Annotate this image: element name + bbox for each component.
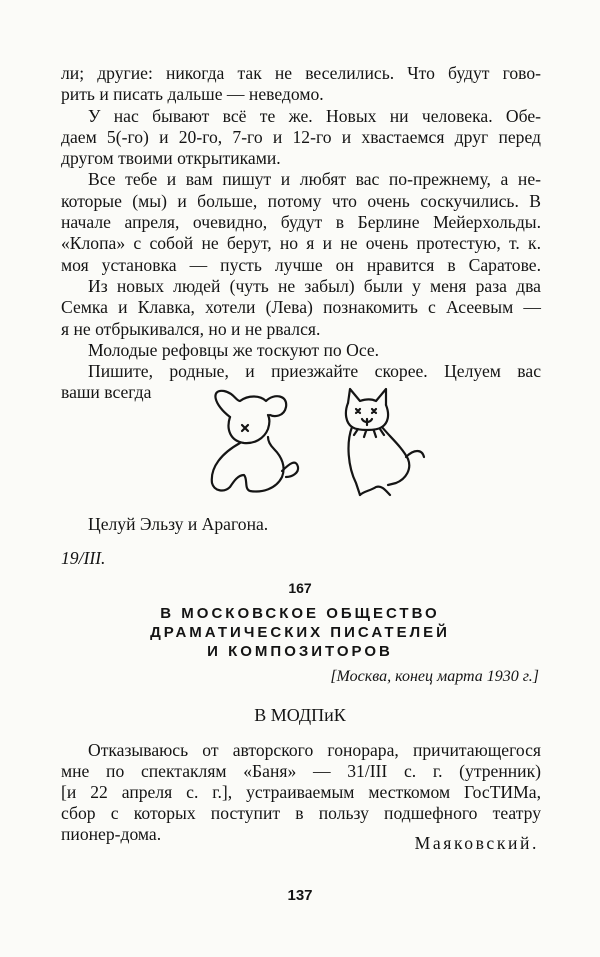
letter-line: Пишите, родные, и приезжайте скорее. Целуем вас [88,361,541,382]
document-number: 167 [288,580,312,596]
heading-line: И КОМПОЗИТОРОВ [207,643,393,660]
puppies-drawing [200,387,430,502]
letter-line: Семка и Клавка, хотели (Лева) познакомить с Асеевым — [61,297,541,318]
left-dog-sketch [212,391,298,492]
document-heading [0,604,600,661]
letter-text [61,63,541,404]
place-date: [Москва, конец марта 1930 г.] [330,668,539,685]
letter-line: ваши всегда [61,382,152,403]
heading-line: В МОСКОВСКОЕ ОБЩЕСТВО [160,605,440,622]
letter-line: другом твоими открытиками. [61,148,281,169]
document-line: Отказываюсь от авторского гонорара, причитающегося [88,740,541,760]
document-body [61,740,541,845]
letter-line: «Клопа» с собой не берут, но я и не очень протестую, т. к. [61,233,541,254]
document-line: сбор с которых поступит в пользу подшефного театру [61,803,541,823]
document-address: В МОДПиК [254,705,346,725]
document-line: мне по спектаклям «Баня» — 31/III с. г. (утренник) [61,761,541,781]
letter-line: Все тебе и вам пишут и любят вас по-прежнему, а не- [88,169,541,190]
letter-line: Молодые рефовцы же тоскуют по Осе. [88,339,380,360]
greeting-line: Целуй Эльзу и Арагона. [88,514,269,534]
letter-line: ли; другие: никогда так не веселились. Что будут гово- [61,63,541,83]
letter-line: моя установка — пусть лучше он нравится в Саратове. [61,254,541,275]
letter-line: которые (мы) и больше, потому что очень соскучились. В [61,190,541,211]
letter-line: даем 5(-го) и 20-го, 7-го и 12-го и хвастаемся друг перед [61,126,541,147]
letter-line: У нас бывают всё те же. Новых ни человека. Обе- [88,105,541,126]
document-line: пионер-дома. [61,824,162,844]
page-number: 137 [287,887,313,904]
letter-line: Из новых людей (чуть не забыл) были у меня раза два [88,275,541,296]
letter-line: рить и писать дальше — неведомо. [61,84,324,105]
letter-date: 19/III. [61,548,106,568]
signature: Маяковский. [414,833,539,853]
heading-line: ДРАМАТИЧЕСКИХ ПИСАТЕЛЕЙ [150,624,450,641]
right-dog-sketch [346,389,424,495]
letter-line: начале апреля, очевидно, будут в Берлине Мейерхольды. [61,212,541,233]
letter-line: я не отбрыкивался, но и не рвался. [61,318,321,339]
document-line: [и 22 апреля с. г.], устраиваемым месткомом ГосТИМа, [61,782,541,802]
